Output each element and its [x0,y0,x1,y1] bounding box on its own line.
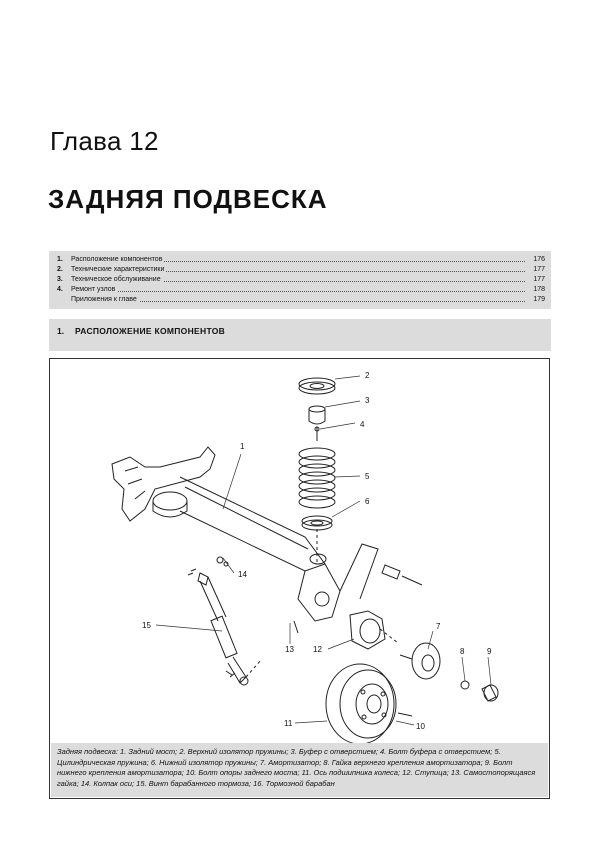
toc-entry-page: 176 [533,256,545,263]
toc-entry-title: Приложения к главе [71,296,137,303]
callout-leaders [156,376,491,725]
callout-label: 5 [365,472,370,481]
callout-label: 4 [360,420,365,429]
toc-entry-title: Техническое обслуживание [71,276,161,283]
callout-labels [142,371,492,731]
toc-entry[interactable] [49,275,551,284]
shock-absorber-drawing [198,573,262,685]
callout-label: 13 [285,645,294,654]
toc-entry[interactable] [49,285,551,294]
rear-suspension-diagram [50,359,549,744]
toc-entry-page: 179 [533,296,545,303]
section-title: РАСПОЛОЖЕНИЕ КОМПОНЕНТОВ [75,326,226,336]
suspension-figure [49,358,550,799]
rear-axle-drawing [112,447,378,621]
hub-drawing [350,611,498,701]
chapter-title: ЗАДНЯЯ ПОДВЕСКА [48,184,328,214]
callout-label: 1 [240,442,245,451]
toc-entry-title: Технические характеристики [71,266,165,273]
toc-entry-number: 1. [57,256,63,263]
toc-entry-title: Ремонт узлов [71,286,116,293]
section-number: 1. [57,326,65,336]
callout-label: 7 [436,622,441,631]
callout-label: 9 [487,647,492,656]
toc-entry-title: Расположение компонентов [71,256,163,263]
toc-entry-number: 2. [57,266,63,273]
toc-entry-number: 4. [57,286,63,293]
section-header [49,319,551,351]
callout-label: 10 [416,722,425,731]
toc-leader-dots [71,301,525,302]
toc-entry[interactable] [49,255,551,264]
toc-entry[interactable] [49,265,551,274]
toc-entry-page: 177 [533,266,545,273]
fastener-drawings [188,557,422,633]
chapter-label: Глава 12 [50,126,159,156]
table-of-contents [49,251,551,309]
callout-label: 8 [460,647,465,656]
toc-leader-dots [71,291,525,292]
toc-entry[interactable] [49,295,551,304]
callout-label: 12 [313,645,322,654]
callout-label: 6 [365,497,370,506]
brake-drum-drawing [326,664,412,744]
figure-caption: Задняя подвеска: 1. Задний мост; 2. Верхний изолятор пружины; 3. Буфер с отверстием; 4. Болт буфера с отверстием; 5. Цилиндрическая пружина; 6. Нижний изолятор пружины; 7. Амортизатор; 8. Гайка верхнего крепления амортизатора; 9. Болт нижнего крепления амортизатора; 10. Болт опоры заднего моста; 11. Ось подшипника колеса; 12. Ступица; 13. Самостопорящаяся гайка; 14. Колпак оси; 15. Винт барабанного тормоза; 16. Тормозной барабан [51,743,548,797]
toc-entry-page: 177 [533,276,545,283]
callout-label: 15 [142,621,151,630]
callout-label: 14 [238,570,247,579]
callout-label: 11 [284,719,293,728]
toc-entry-number: 3. [57,276,63,283]
callout-label: 3 [365,396,370,405]
toc-entry-page: 178 [533,286,545,293]
callout-label: 2 [365,371,370,380]
